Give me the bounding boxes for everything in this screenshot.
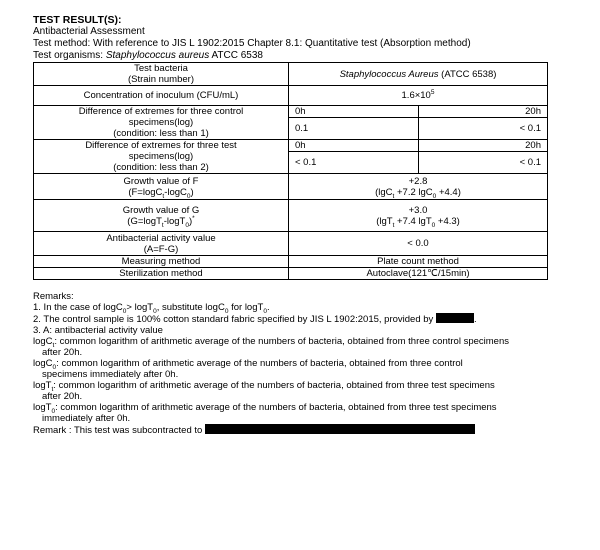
table-row	[34, 268, 548, 280]
test-0h-value: < 0.1	[289, 152, 419, 174]
remark-2: 2. The control sample is 100% cotton standard fabric specified by JIS L 1902:2015, provided by .	[33, 314, 477, 325]
control-0h-value: 0.1	[289, 118, 419, 140]
test-organisms: Test organisms: Staphylococcus aureus ATCC 6538	[33, 50, 263, 61]
test-report	[33, 14, 588, 436]
remarks-section	[33, 291, 588, 436]
definition-logc0: logC$_0$: common logarithm of arithmetic average of the numbers of bacteria, obtained from three control specimens immediately after 0h.	[33, 358, 463, 380]
table-row	[34, 106, 548, 118]
report-header	[33, 14, 588, 62]
test-20h-header: 20h	[418, 140, 548, 152]
table-row	[34, 232, 548, 256]
report-title: TEST RESULT(S):	[33, 14, 122, 26]
subcontract-remark: Remark : This test was subcontracted to	[33, 424, 588, 436]
test-method: Test method: With reference to JIS L 1902:2015 Chapter 8.1: Quantitative test (Absorption method)	[33, 38, 471, 49]
growth-g-label: Growth value of G (G=logT$_t$-logT$_0$)*	[34, 200, 289, 232]
sterilization-label: Sterilization method	[34, 268, 289, 280]
redaction-bar	[205, 424, 475, 434]
sterilization-value: Autoclave(121℃/15min)	[289, 268, 548, 280]
definition-logct: logC$_t$: common logarithm of arithmetic average of the numbers of bacteria, obtained from three control specimens after 20h.	[33, 336, 509, 358]
table-row	[34, 174, 548, 200]
table-row	[34, 200, 548, 232]
remarks-title: Remarks:	[33, 291, 74, 302]
table-row	[34, 140, 548, 152]
test-diff-label: Difference of extremes for three test specimens(log) (condition: less than 2)	[34, 140, 289, 174]
table-row	[34, 86, 548, 106]
growth-f-label: Growth value of F (F=logC$_t$-logC$_0$)	[34, 174, 289, 200]
redaction-bar	[436, 313, 474, 323]
measuring-label: Measuring method	[34, 256, 289, 268]
definition-logtt: logT$_t$: common logarithm of arithmetic average of the numbers of bacteria, obtained from three test specimens after 20h.	[33, 380, 495, 402]
inoculum-value: $1.6\times 10^5$	[289, 86, 548, 106]
bacteria-value: Staphylococcus Aureus (ATCC 6538)	[289, 63, 548, 86]
control-20h-value: < 0.1	[418, 118, 548, 140]
activity-value: < 0.0	[289, 232, 548, 256]
inoculum-label: Concentration of inoculum (CFU/mL)	[34, 86, 289, 106]
test-0h-header: 0h	[289, 140, 419, 152]
remark-3: 3. A: antibacterial activity value	[33, 325, 163, 336]
activity-label: Antibacterial activity value (A=F-G)	[34, 232, 289, 256]
control-diff-label: Difference of extremes for three control specimens(log) (condition: less than 1)	[34, 106, 289, 140]
test-20h-value: < 0.1	[418, 152, 548, 174]
table-row	[34, 63, 548, 86]
growth-f-value: +2.8 (lgC$_t$ +7.2 lgC$_0$ +4.4)	[289, 174, 548, 200]
measuring-value: Plate count method	[289, 256, 548, 268]
report-subtitle: Antibacterial Assessment	[33, 26, 145, 37]
bacteria-label: Test bacteria (Strain number)	[34, 63, 289, 86]
results-table	[33, 62, 548, 280]
control-0h-header: 0h	[289, 106, 419, 118]
control-20h-header: 20h	[418, 106, 548, 118]
table-row	[34, 256, 548, 268]
remark-1: 1. In the case of logC$_0$> logT$_0$, substitute logC$_0$ for logT$_0$.	[33, 302, 270, 315]
growth-g-value: +3.0 (lgT$_t$ +7.4 lgT$_0$ +4.3)	[289, 200, 548, 232]
definition-logt0: logT$_0$: common logarithm of arithmetic average of the numbers of bacteria, obtained from three test specimens immediately after 0h.	[33, 402, 497, 424]
